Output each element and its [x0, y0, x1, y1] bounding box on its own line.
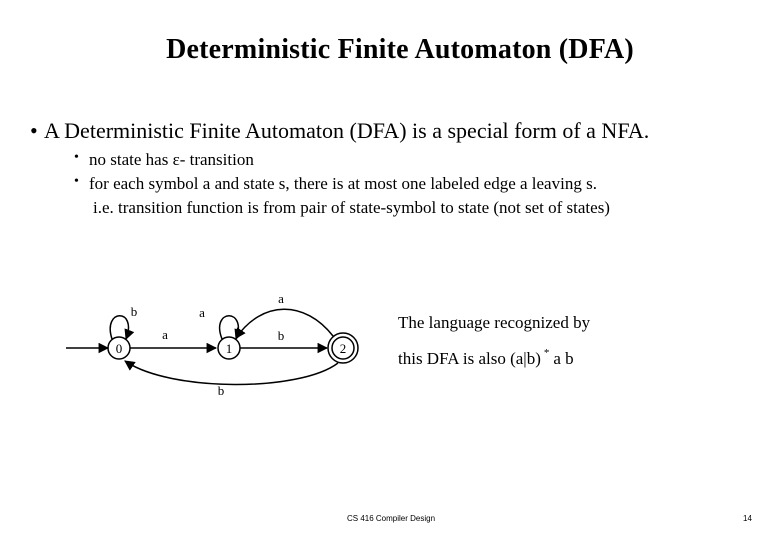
edge-2-0: [125, 361, 338, 385]
sub-bullet-text: i.e. transition function is from pair of state-symbol to state (not set of states): [93, 198, 610, 217]
self-loop-1: [220, 316, 239, 339]
state-2-label: 2: [339, 341, 347, 356]
self-loop-0: [110, 316, 128, 339]
label-self-loop-0: b: [130, 304, 138, 319]
caption-regex-suffix: a b: [553, 349, 574, 368]
caption-regex: this DFA is also (a|b): [398, 349, 541, 368]
edge-2-1: [236, 309, 333, 338]
label-edge-2-1: a: [278, 291, 284, 306]
bullet-dot: •: [30, 118, 38, 143]
label-edge-0-1: a: [162, 327, 168, 342]
sub-bullet-text: for each symbol a and state s, there is at most one labeled edge a leaving s.: [89, 174, 597, 193]
bullet-dot: •: [74, 150, 79, 165]
kleene-star: *: [543, 347, 550, 359]
state-0-label: 0: [115, 341, 123, 356]
label-edge-2-0: b: [217, 383, 225, 398]
bullet-dot: •: [74, 174, 79, 189]
sub-bullet-text: no state has ε- transition: [89, 150, 254, 169]
language-caption-line-2: [398, 349, 574, 369]
main-bullet-text: A Deterministic Finite Automaton (DFA) is a special form of a NFA.: [44, 118, 650, 143]
label-self-loop-1: a: [199, 305, 205, 320]
label-edge-1-2: b: [277, 328, 285, 343]
page-number: 14: [743, 514, 752, 523]
state-1-label: 1: [225, 341, 233, 356]
language-caption-line-1: The language recognized by: [398, 313, 591, 332]
slide-title: Deterministic Finite Automaton (DFA): [166, 34, 634, 65]
footer-course: CS 416 Compiler Design: [347, 514, 436, 523]
